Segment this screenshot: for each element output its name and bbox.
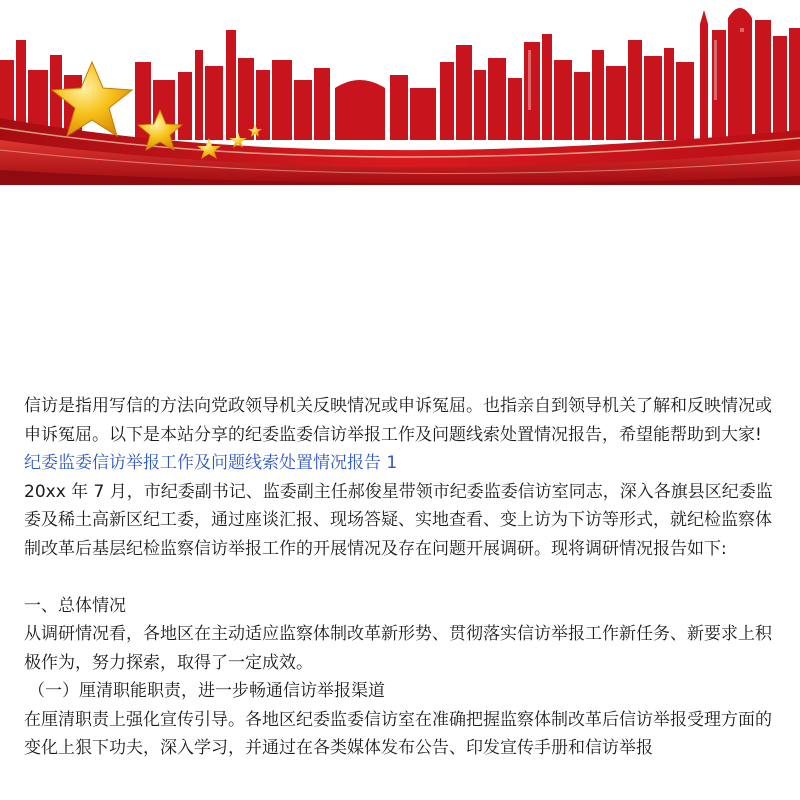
article-title-link[interactable]: 纪委监委信访举报工作及问题线索处置情况报告 1 <box>24 453 398 473</box>
subsection-heading: （一）厘清职能职责，进一步畅通信访举报渠道 <box>28 681 385 701</box>
intro-paragraph: 信访是指用写信的方法向党政领导机关反映情况或申诉冤屈。也指亲自到领导机关了解和反映情况或申诉冤屈。以下是本站分享的纪委监委信访举报工作及问题线索处置情况报告，希望能帮助到大家! <box>24 396 772 445</box>
city-skyline <box>0 8 800 140</box>
header-banner <box>0 0 800 185</box>
section-heading: 一、总体情况 <box>24 595 126 616</box>
body-paragraph: 从调研情况看，各地区在主动适应监察体制改革新形势、贯彻落实信访举报工作新任务、新要求上积极作为，努力探索，取得了一定成效。 <box>24 624 772 673</box>
article-body <box>24 392 782 763</box>
body-paragraph: 在厘清职责上强化宣传引导。各地区纪委监委信访室在准确把握监察体制改革后信访举报受理方面的变化上狠下功夫，深入学习，并通过在各类媒体发布公告、印发宣传手册和信访举报 <box>24 709 772 758</box>
blank-line <box>24 563 782 592</box>
body-paragraph: 20xx 年 7 月，市纪委副书记、监委副主任郝俊星带领市纪委监委信访室同志，深入各旗县区纪委监委及稀土高新区纪工委，通过座谈汇报、现场答疑、实地查看、变上访为下访等形式，就纪检监察体制改革后基层纪检监察信访举报工作的开展情况及存在问题开展调研。现将调研情况报告如下: <box>24 481 773 559</box>
skyline-banner-graphic <box>0 0 800 185</box>
